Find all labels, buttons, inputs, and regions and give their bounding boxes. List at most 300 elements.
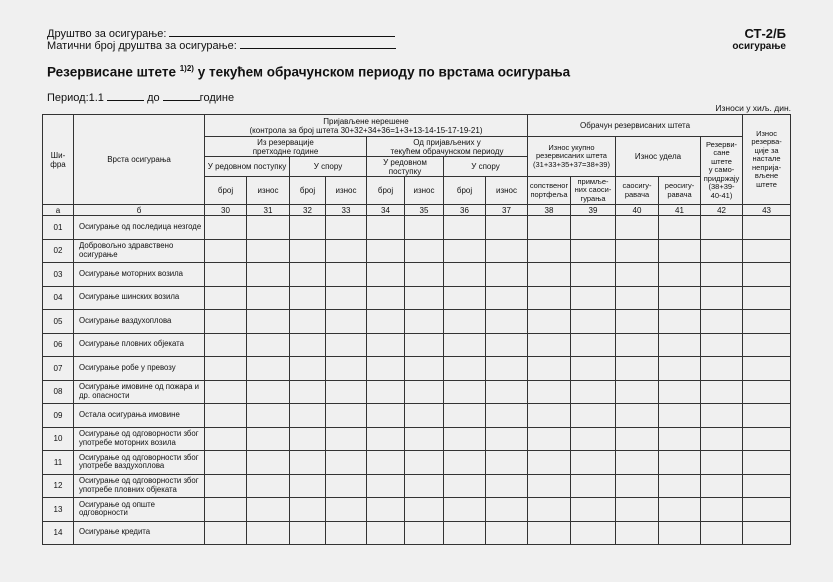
- data-cell[interactable]: [326, 263, 367, 287]
- data-cell[interactable]: [528, 310, 571, 334]
- data-cell[interactable]: [326, 474, 367, 498]
- data-cell[interactable]: [290, 216, 326, 240]
- data-cell[interactable]: [247, 498, 290, 522]
- data-cell[interactable]: [326, 404, 367, 428]
- data-cell[interactable]: [290, 357, 326, 381]
- data-cell[interactable]: [290, 474, 326, 498]
- table-row: [43, 427, 791, 451]
- col-number: 41: [659, 205, 701, 216]
- data-cell[interactable]: [367, 216, 405, 240]
- data-cell[interactable]: [571, 357, 616, 381]
- data-cell[interactable]: [616, 404, 659, 428]
- data-cell[interactable]: [290, 498, 326, 522]
- header-iznos: износ: [247, 177, 290, 205]
- data-cell[interactable]: [528, 451, 571, 475]
- data-cell[interactable]: [616, 286, 659, 310]
- data-cell[interactable]: [659, 357, 701, 381]
- header-u-sporu: У спору: [290, 157, 367, 177]
- data-cell[interactable]: [743, 286, 791, 310]
- data-cell[interactable]: [743, 333, 791, 357]
- form-code-block: [732, 27, 786, 52]
- data-cell[interactable]: [247, 286, 290, 310]
- data-cell[interactable]: [444, 451, 486, 475]
- row-code: 06: [43, 333, 74, 357]
- data-cell[interactable]: [367, 333, 405, 357]
- data-cell[interactable]: [205, 310, 247, 334]
- table-row: [43, 451, 791, 475]
- table-row: [43, 310, 791, 334]
- company-id-line: [47, 39, 396, 52]
- data-cell[interactable]: [528, 380, 571, 404]
- data-cell[interactable]: [290, 239, 326, 263]
- data-cell[interactable]: [701, 357, 743, 381]
- row-name: Осигурање пловних објеката: [74, 333, 205, 357]
- data-cell[interactable]: [528, 427, 571, 451]
- header-obracun: Обрачун резервисаних штета: [528, 115, 743, 137]
- units-note: Износи у хиљ. дин.: [715, 103, 791, 113]
- data-cell[interactable]: [571, 380, 616, 404]
- title-main: Резервисане штете: [47, 64, 176, 80]
- data-cell[interactable]: [486, 380, 528, 404]
- data-cell[interactable]: [701, 333, 743, 357]
- row-name: Осигурање од последица незгоде: [74, 216, 205, 240]
- data-cell[interactable]: [205, 286, 247, 310]
- data-cell[interactable]: [616, 521, 659, 545]
- data-cell[interactable]: [405, 216, 444, 240]
- data-cell[interactable]: [701, 286, 743, 310]
- data-cell[interactable]: [205, 380, 247, 404]
- header-broj: број: [205, 177, 247, 205]
- data-cell[interactable]: [290, 521, 326, 545]
- data-cell[interactable]: [616, 474, 659, 498]
- data-cell[interactable]: [659, 521, 701, 545]
- data-cell[interactable]: [528, 474, 571, 498]
- data-cell[interactable]: [205, 521, 247, 545]
- data-cell[interactable]: [528, 357, 571, 381]
- data-cell[interactable]: [571, 521, 616, 545]
- data-cell[interactable]: [367, 404, 405, 428]
- row-name: Осигурање шинских возила: [74, 286, 205, 310]
- row-name: Осигурање кредита: [74, 521, 205, 545]
- data-cell[interactable]: [616, 357, 659, 381]
- column-number-row: [43, 205, 791, 216]
- data-cell[interactable]: [616, 216, 659, 240]
- period-year-label: године: [199, 92, 235, 104]
- data-cell[interactable]: [743, 451, 791, 475]
- data-cell[interactable]: [528, 216, 571, 240]
- header-od-prijavljenih: Од пријављених у текућем обрачунском периоду: [367, 137, 528, 157]
- data-cell[interactable]: [659, 498, 701, 522]
- data-cell[interactable]: [290, 427, 326, 451]
- data-cell[interactable]: [701, 404, 743, 428]
- data-cell[interactable]: [486, 263, 528, 287]
- col-number: 32: [290, 205, 326, 216]
- data-cell[interactable]: [616, 263, 659, 287]
- data-cell[interactable]: [367, 357, 405, 381]
- table-row: [43, 404, 791, 428]
- row-name: Остала осигурања имовине: [74, 404, 205, 428]
- header-iznos-rez-nastale: Износ резерва- ције за настале неприја- вљене штете: [743, 115, 791, 205]
- col-number: 30: [205, 205, 247, 216]
- row-code: 09: [43, 404, 74, 428]
- company-id-field[interactable]: [240, 39, 396, 49]
- data-cell[interactable]: [486, 427, 528, 451]
- data-cell[interactable]: [444, 263, 486, 287]
- header-primljenih: примље- них саоси- гурања: [571, 177, 616, 205]
- data-cell[interactable]: [405, 427, 444, 451]
- data-cell[interactable]: [444, 239, 486, 263]
- data-cell[interactable]: [616, 380, 659, 404]
- table-row: [43, 357, 791, 381]
- data-cell[interactable]: [367, 263, 405, 287]
- row-name: Осигурање моторних возила: [74, 263, 205, 287]
- data-cell[interactable]: [290, 263, 326, 287]
- header-reosiguravaca: реосигу- равача: [659, 177, 701, 205]
- data-cell[interactable]: [571, 451, 616, 475]
- data-cell[interactable]: [205, 216, 247, 240]
- data-cell[interactable]: [659, 263, 701, 287]
- data-cell[interactable]: [659, 310, 701, 334]
- data-cell[interactable]: [444, 286, 486, 310]
- header-u-redovnom-2: У редовном поступку: [367, 157, 444, 177]
- data-cell[interactable]: [444, 498, 486, 522]
- header-prijavljene: Пријављене нерешене (контрола за број штета 30+32+34+36=1+3+13-14-15-17-19-21): [205, 115, 528, 137]
- data-cell[interactable]: [205, 427, 247, 451]
- data-cell[interactable]: [616, 239, 659, 263]
- data-cell[interactable]: [444, 427, 486, 451]
- data-cell[interactable]: [247, 239, 290, 263]
- period-from-field[interactable]: [107, 91, 144, 101]
- data-cell[interactable]: [701, 216, 743, 240]
- data-cell[interactable]: [205, 239, 247, 263]
- data-cell[interactable]: [701, 451, 743, 475]
- row-name: Осигурање од опште одговорности: [74, 498, 205, 522]
- data-cell[interactable]: [486, 333, 528, 357]
- data-cell[interactable]: [444, 333, 486, 357]
- header-iznos: износ: [486, 177, 528, 205]
- title-rest: у текућем обрачунском периоду по врстама осигурања: [197, 64, 571, 80]
- data-cell[interactable]: [247, 357, 290, 381]
- table-row: [43, 216, 791, 240]
- data-cell[interactable]: [405, 239, 444, 263]
- claims-table: [42, 114, 791, 545]
- data-cell[interactable]: [528, 521, 571, 545]
- company-label: Друштво за осигурање:: [47, 28, 167, 40]
- table-row: [43, 521, 791, 545]
- form-code: СТ-2/Б: [744, 26, 786, 41]
- data-cell[interactable]: [326, 310, 367, 334]
- data-cell[interactable]: [659, 404, 701, 428]
- col-number: 40: [616, 205, 659, 216]
- row-code: 08: [43, 380, 74, 404]
- col-number: 34: [367, 205, 405, 216]
- row-code: 12: [43, 474, 74, 498]
- data-cell[interactable]: [701, 498, 743, 522]
- data-cell[interactable]: [247, 427, 290, 451]
- row-code: 14: [43, 521, 74, 545]
- company-id-label: Матични број друштва за осигурање:: [47, 40, 237, 52]
- data-cell[interactable]: [444, 404, 486, 428]
- header-sopstvenog: сопственог портфеља: [528, 177, 571, 205]
- header-u-redovnom: У редовном поступку: [205, 157, 290, 177]
- data-cell[interactable]: [616, 333, 659, 357]
- data-cell[interactable]: [367, 474, 405, 498]
- data-cell[interactable]: [367, 310, 405, 334]
- company-name-field[interactable]: [169, 27, 395, 37]
- row-code: 02: [43, 239, 74, 263]
- data-cell[interactable]: [444, 380, 486, 404]
- data-cell[interactable]: [405, 474, 444, 498]
- data-cell[interactable]: [659, 239, 701, 263]
- period-to-label: до: [147, 92, 160, 104]
- data-cell[interactable]: [743, 216, 791, 240]
- row-name: Осигурање ваздухоплова: [74, 310, 205, 334]
- data-cell[interactable]: [290, 451, 326, 475]
- col-number: 36: [444, 205, 486, 216]
- data-cell[interactable]: [743, 404, 791, 428]
- data-cell[interactable]: [743, 263, 791, 287]
- table-row: [43, 286, 791, 310]
- data-cell[interactable]: [290, 380, 326, 404]
- period-line: [47, 91, 234, 104]
- data-cell[interactable]: [659, 474, 701, 498]
- data-cell[interactable]: [247, 380, 290, 404]
- period-year-field[interactable]: [163, 91, 200, 101]
- data-cell[interactable]: [444, 216, 486, 240]
- header-iznos-ukupno: Износ укупно резервисаних штета (31+33+35+37=38+39): [528, 137, 616, 177]
- data-cell[interactable]: [290, 310, 326, 334]
- data-cell[interactable]: [405, 404, 444, 428]
- period-prefix: Период:1.1: [47, 92, 104, 104]
- data-cell[interactable]: [528, 498, 571, 522]
- data-cell[interactable]: [701, 427, 743, 451]
- data-cell[interactable]: [205, 474, 247, 498]
- data-cell[interactable]: [743, 239, 791, 263]
- col-number: 43: [743, 205, 791, 216]
- row-code: 03: [43, 263, 74, 287]
- col-number: 31: [247, 205, 290, 216]
- data-cell[interactable]: [247, 474, 290, 498]
- data-cell[interactable]: [367, 286, 405, 310]
- col-number: 33: [326, 205, 367, 216]
- data-cell[interactable]: [405, 286, 444, 310]
- col-number: 39: [571, 205, 616, 216]
- form-subtitle: осигурање: [732, 41, 786, 52]
- data-cell[interactable]: [205, 451, 247, 475]
- title-footnote-mark: 1)2): [179, 64, 194, 73]
- data-cell[interactable]: [701, 263, 743, 287]
- data-cell[interactable]: [571, 333, 616, 357]
- row-code: 04: [43, 286, 74, 310]
- table-row: [43, 380, 791, 404]
- data-cell[interactable]: [659, 216, 701, 240]
- header-u-sporu-2: У спору: [444, 157, 528, 177]
- data-cell[interactable]: [205, 333, 247, 357]
- data-cell[interactable]: [405, 521, 444, 545]
- data-cell[interactable]: [571, 474, 616, 498]
- header-broj: број: [444, 177, 486, 205]
- col-number: 35: [405, 205, 444, 216]
- data-cell[interactable]: [367, 498, 405, 522]
- data-cell[interactable]: [659, 451, 701, 475]
- data-cell[interactable]: [326, 427, 367, 451]
- col-number: 38: [528, 205, 571, 216]
- data-cell[interactable]: [205, 404, 247, 428]
- data-cell[interactable]: [405, 310, 444, 334]
- data-cell[interactable]: [528, 404, 571, 428]
- data-cell[interactable]: [486, 404, 528, 428]
- data-cell[interactable]: [405, 498, 444, 522]
- row-name: Добровољно здравствено осигурање: [74, 239, 205, 263]
- table-row: [43, 474, 791, 498]
- data-cell[interactable]: [326, 521, 367, 545]
- data-cell[interactable]: [659, 286, 701, 310]
- data-cell[interactable]: [486, 286, 528, 310]
- header-iz-rezervacije: Из резервације претходне године: [205, 137, 367, 157]
- header-iznos: износ: [405, 177, 444, 205]
- data-cell[interactable]: [405, 263, 444, 287]
- data-cell[interactable]: [367, 239, 405, 263]
- data-cell[interactable]: [205, 263, 247, 287]
- data-cell[interactable]: [701, 521, 743, 545]
- data-cell[interactable]: [528, 286, 571, 310]
- data-cell[interactable]: [659, 380, 701, 404]
- row-code: 10: [43, 427, 74, 451]
- data-cell[interactable]: [571, 263, 616, 287]
- row-code: 13: [43, 498, 74, 522]
- data-cell[interactable]: [701, 310, 743, 334]
- data-cell[interactable]: [486, 474, 528, 498]
- data-cell[interactable]: [367, 451, 405, 475]
- row-name: Осигурање од одговорности због употребе пловних објеката: [74, 474, 205, 498]
- data-cell[interactable]: [571, 310, 616, 334]
- page-title: [47, 64, 570, 80]
- data-cell[interactable]: [247, 333, 290, 357]
- data-cell[interactable]: [444, 474, 486, 498]
- data-cell[interactable]: [528, 333, 571, 357]
- data-cell[interactable]: [743, 380, 791, 404]
- data-cell[interactable]: [444, 521, 486, 545]
- data-cell[interactable]: [659, 333, 701, 357]
- data-cell[interactable]: [616, 451, 659, 475]
- header-broj: број: [290, 177, 326, 205]
- data-cell[interactable]: [528, 239, 571, 263]
- data-cell[interactable]: [701, 380, 743, 404]
- data-cell[interactable]: [247, 216, 290, 240]
- data-cell[interactable]: [326, 498, 367, 522]
- col-number: 42: [701, 205, 743, 216]
- data-cell[interactable]: [326, 357, 367, 381]
- header-vrsta: Врста осигурања: [74, 115, 205, 205]
- data-cell[interactable]: [326, 380, 367, 404]
- data-cell[interactable]: [616, 310, 659, 334]
- header-iznos-udela: Износ удела: [616, 137, 701, 177]
- header-iznos: износ: [326, 177, 367, 205]
- data-cell[interactable]: [247, 263, 290, 287]
- table-row: [43, 239, 791, 263]
- data-cell[interactable]: [616, 498, 659, 522]
- table-row: [43, 498, 791, 522]
- col-number: 37: [486, 205, 528, 216]
- data-cell[interactable]: [326, 239, 367, 263]
- data-cell[interactable]: [701, 239, 743, 263]
- row-name: Осигурање имовине од пожара и др. опасности: [74, 380, 205, 404]
- data-cell[interactable]: [405, 380, 444, 404]
- data-cell[interactable]: [247, 404, 290, 428]
- row-name: Осигурање од одговорности због употребе моторних возила: [74, 427, 205, 451]
- table-row: [43, 333, 791, 357]
- data-cell[interactable]: [367, 427, 405, 451]
- table-row: [43, 263, 791, 287]
- data-cell[interactable]: [205, 357, 247, 381]
- data-cell[interactable]: [571, 404, 616, 428]
- col-number: а: [43, 205, 74, 216]
- header-saosiguravaca: саосигу- равача: [616, 177, 659, 205]
- data-cell[interactable]: [444, 357, 486, 381]
- data-cell[interactable]: [743, 310, 791, 334]
- data-cell[interactable]: [405, 451, 444, 475]
- data-cell[interactable]: [571, 286, 616, 310]
- data-cell[interactable]: [405, 357, 444, 381]
- row-code: 01: [43, 216, 74, 240]
- data-cell[interactable]: [326, 333, 367, 357]
- data-cell[interactable]: [571, 239, 616, 263]
- data-cell[interactable]: [571, 216, 616, 240]
- row-code: 11: [43, 451, 74, 475]
- data-cell[interactable]: [616, 427, 659, 451]
- data-cell[interactable]: [290, 404, 326, 428]
- data-cell[interactable]: [290, 286, 326, 310]
- data-cell[interactable]: [743, 498, 791, 522]
- data-cell[interactable]: [701, 474, 743, 498]
- header-rezervisane-samopridrzaj: Резерви- сане штете у само- придржају (38+39- 40-41): [701, 137, 743, 205]
- table-body: [43, 216, 791, 545]
- data-cell[interactable]: [486, 498, 528, 522]
- data-cell[interactable]: [486, 239, 528, 263]
- data-cell[interactable]: [486, 521, 528, 545]
- data-cell[interactable]: [486, 357, 528, 381]
- row-code: 05: [43, 310, 74, 334]
- data-cell[interactable]: [290, 333, 326, 357]
- data-cell[interactable]: [743, 427, 791, 451]
- data-cell[interactable]: [659, 427, 701, 451]
- data-cell[interactable]: [743, 357, 791, 381]
- data-cell[interactable]: [743, 521, 791, 545]
- data-cell[interactable]: [486, 310, 528, 334]
- col-number: б: [74, 205, 205, 216]
- data-cell[interactable]: [486, 216, 528, 240]
- data-cell[interactable]: [405, 333, 444, 357]
- data-cell[interactable]: [486, 451, 528, 475]
- data-cell[interactable]: [247, 310, 290, 334]
- data-cell[interactable]: [571, 427, 616, 451]
- row-name: Осигурање робе у превозу: [74, 357, 205, 381]
- data-cell[interactable]: [247, 521, 290, 545]
- data-cell[interactable]: [367, 380, 405, 404]
- data-cell[interactable]: [247, 451, 290, 475]
- data-cell[interactable]: [205, 498, 247, 522]
- data-cell[interactable]: [326, 216, 367, 240]
- data-cell[interactable]: [444, 310, 486, 334]
- header-sifra: Ши- фра: [43, 115, 74, 205]
- data-cell[interactable]: [528, 263, 571, 287]
- data-cell[interactable]: [326, 286, 367, 310]
- data-cell[interactable]: [743, 474, 791, 498]
- data-cell[interactable]: [571, 498, 616, 522]
- data-cell[interactable]: [326, 451, 367, 475]
- row-code: 07: [43, 357, 74, 381]
- data-cell[interactable]: [367, 521, 405, 545]
